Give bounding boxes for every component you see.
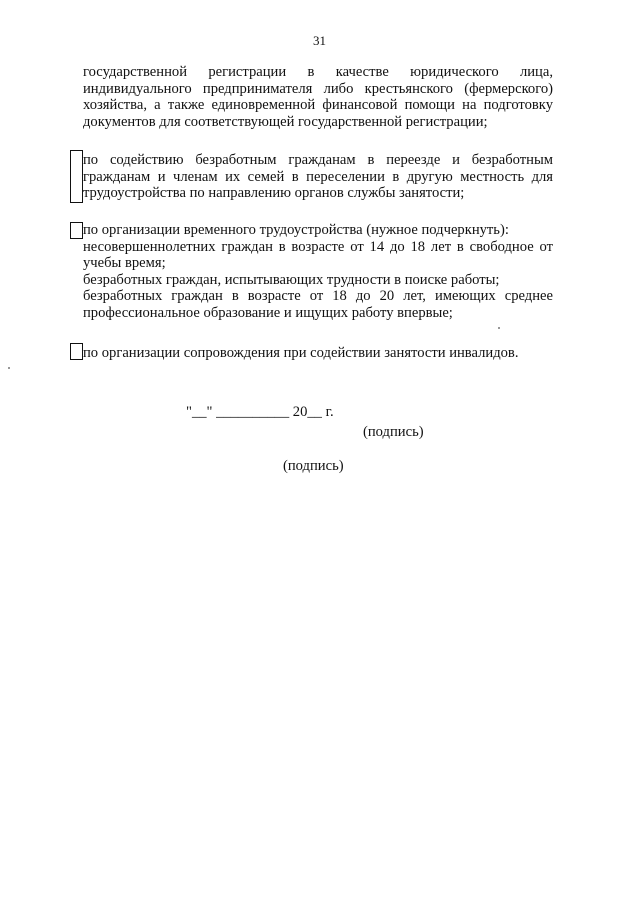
- temporary-item-minors: несовершеннолетних граждан в возрасте от 14 до 18 лет в свободное от: [83, 238, 553, 255]
- date-line: "__" __________ 20__ г.: [186, 404, 334, 420]
- scan-speck: [8, 367, 10, 369]
- intro-line: индивидуального предпринимателя либо крестьянского (фермерского): [83, 80, 553, 97]
- temporary-employment-checkbox[interactable]: [70, 222, 83, 239]
- temporary-item-graduates-cont: профессиональное образование и ищущих работу впервые;: [83, 304, 453, 321]
- temporary-employment-heading: по организации временного трудоустройства (нужное подчеркнуть):: [83, 222, 509, 238]
- intro-line: хозяйства, а также единовременной финансовой помощи на подготовку: [83, 97, 553, 114]
- temporary-item-minors-cont: учебы время;: [83, 255, 166, 272]
- intro-line: документов для соответствующей государственной регистрации;: [83, 113, 488, 130]
- intro-line: государственной регистрации в качестве юридического лица,: [83, 64, 553, 80]
- relocation-line: гражданам и членам их семей в переселении в другую местность для: [83, 168, 553, 185]
- temporary-item-hardship: безработных граждан, испытывающих трудности в поиске работы;: [83, 271, 500, 288]
- relocation-line: трудоустройства по направлению органов службы занятости;: [83, 185, 465, 202]
- page-number: 31: [313, 33, 326, 48]
- relocation-checkbox[interactable]: [70, 150, 83, 203]
- signature-label: (подпись): [283, 458, 344, 474]
- disabled-support-text: по организации сопровождения при содействии занятости инвалидов.: [83, 345, 519, 361]
- relocation-option: [83, 152, 553, 202]
- scan-speck: [498, 327, 500, 329]
- temporary-employment-option: [83, 222, 553, 322]
- relocation-line: по содействию безработным гражданам в переезде и безработным: [83, 152, 553, 168]
- disabled-support-option: [83, 345, 553, 362]
- temporary-item-graduates: безработных граждан в возрасте от 18 до 20 лет, имеющих среднее: [83, 288, 553, 305]
- intro-paragraph: [83, 64, 553, 130]
- signature-label: (подпись): [363, 424, 424, 440]
- disabled-support-checkbox[interactable]: [70, 343, 83, 360]
